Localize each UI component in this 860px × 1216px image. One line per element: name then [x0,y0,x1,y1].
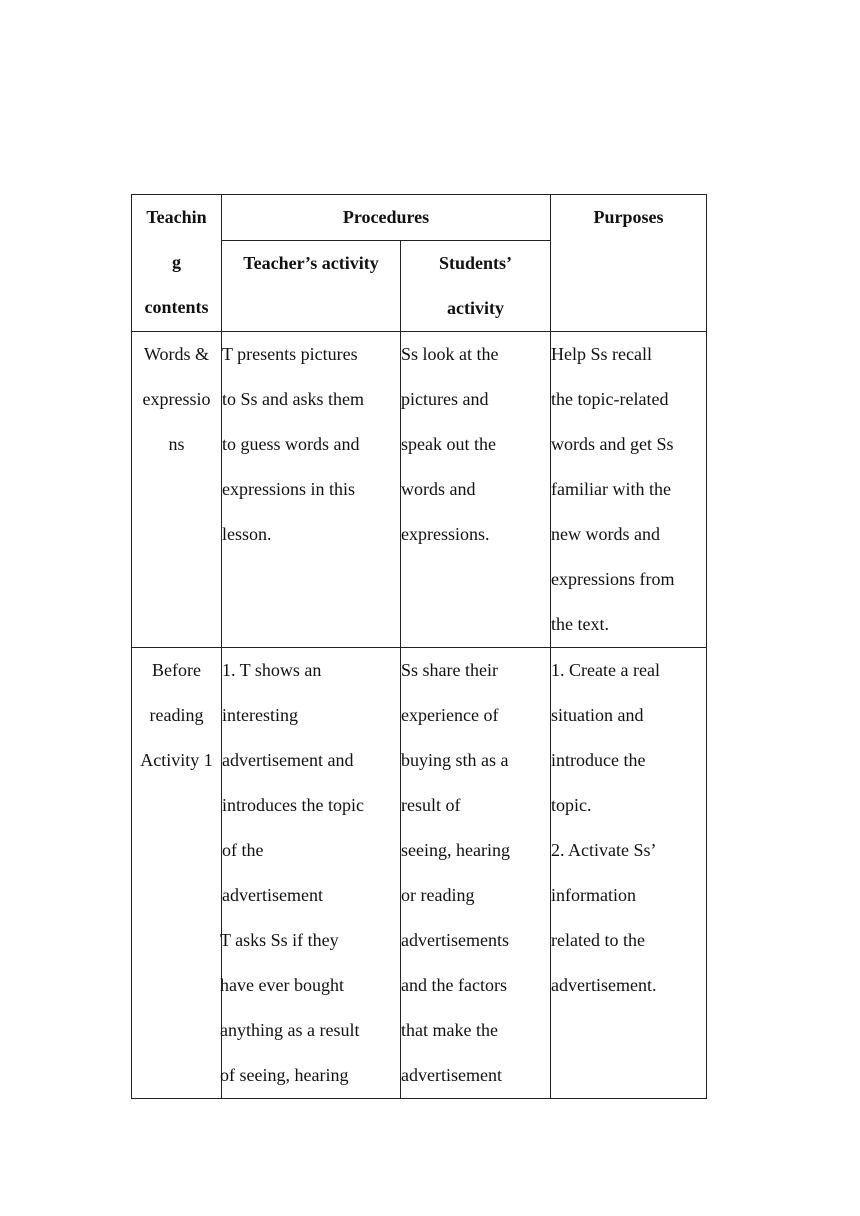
header-teachers-activity: Teacher’s activity [222,241,401,332]
lesson-plan-table [131,194,707,1099]
header-purposes: Purposes [551,195,707,332]
header-teaching-contents: Teachin g contents [132,195,222,332]
teaching-contents-cell: Before reading Activity 1 [132,648,222,1099]
students-activity-cell: Ss look at the pictures and speak out the words and expressions. [401,332,551,648]
table-row [132,648,707,1099]
teaching-contents-cell: Words & expressio ns [132,332,222,648]
header-students-activity: Students’ activity [401,241,551,332]
teachers-activity-cell: T presents pictures to Ss and asks them to guess words and expressions in this lesson. [222,332,401,648]
purposes-cell: Help Ss recall the topic-related words and get Ss familiar with the new words and expressions from the text. [551,332,707,648]
header-row [132,195,707,241]
table-row [132,332,707,648]
students-activity-cell: Ss share their experience of buying sth as a result of seeing, hearing or reading advertisements and the factors that make the advertisement [401,648,551,1099]
header-procedures: Procedures [222,195,551,241]
purposes-cell: 1. Create a real situation and introduce the topic. 2. Activate Ss’ information related to the advertisement. [551,648,707,1099]
teachers-activity-cell: 1. T shows an interesting advertisement and introduces the topic of the advertisement T asks Ss if they have ever bought anything as a result of seeing, hearing [222,648,401,1099]
